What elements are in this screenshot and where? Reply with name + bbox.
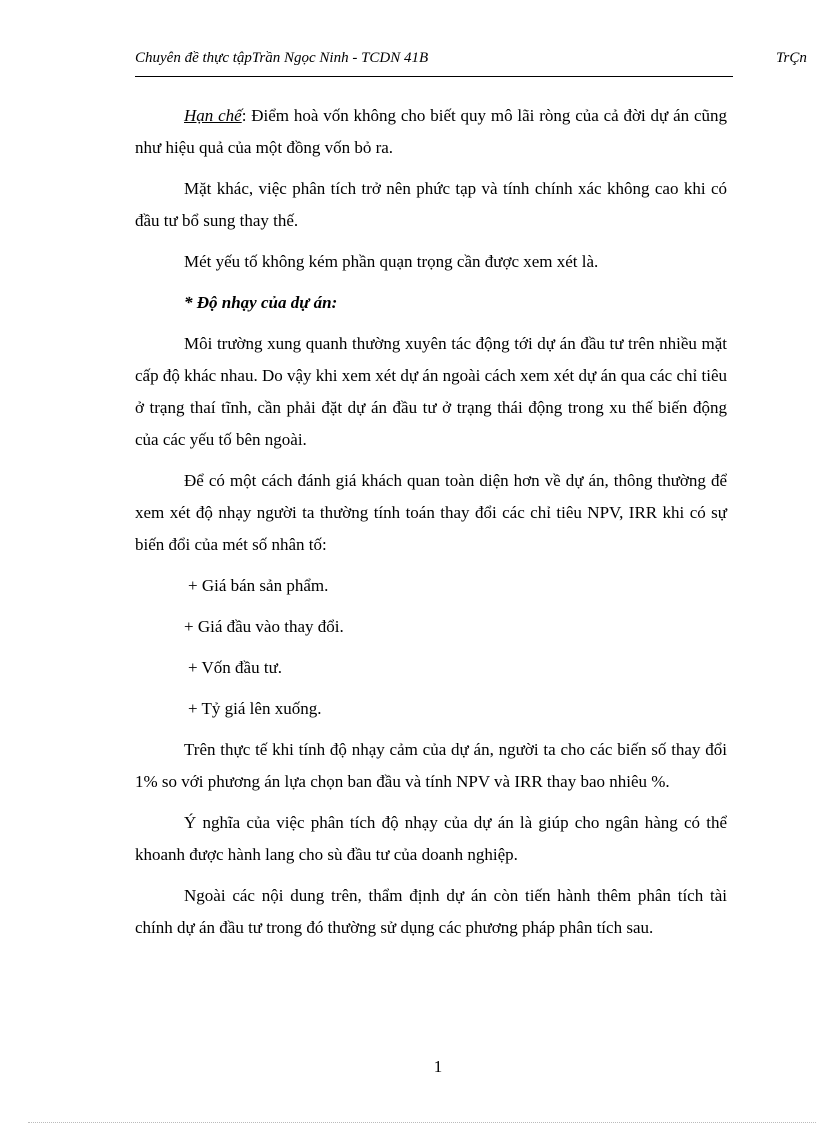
running-header: Chuyên đề thực tậpTrần Ngọc Ninh - TCDN 41B [135, 50, 429, 66]
limitation-text: : Điểm hoà vốn không cho biết quy mô lãi ròng của cả đời dự án cũng như hiệu quả của một đồng vốn bỏ ra. [135, 106, 727, 157]
paragraph-limitation [135, 100, 727, 164]
paragraph-complexity: Mặt khác, việc phân tích trở nên phức tạp và tính chính xác không cao khi có đầu tư bổ sung thay thế. [135, 179, 727, 230]
list-item: + Giá đầu vào thay đổi. [184, 617, 344, 636]
header-rule [135, 76, 733, 77]
list-item: + Vốn đầu tư. [188, 658, 283, 677]
paragraph-meaning: Ý nghĩa của việc phân tích độ nhạy của dự án là giúp cho ngân hàng có thể khoanh được hành lang cho sù đầu tư của doanh nghiệp. [135, 813, 727, 864]
document-body [135, 100, 727, 953]
paragraph-additional: Ngoài các nội dung trên, thẩm định dự án còn tiến hành thêm phân tích tài chính dự án đầu tư trong đó thường sử dụng các phương pháp phân tích sau. [135, 886, 727, 937]
paragraph-practice: Trên thực tế khi tính độ nhạy cảm của dự án, người ta cho các biến số thay đổi 1% so với phương án lựa chọn ban đầu và tính NPV và IRR thay bao nhiêu %. [135, 740, 727, 791]
paragraph-another-factor: Mét yếu tố không kém phần quạn trọng cần được xem xét là. [184, 252, 599, 271]
list-item: + Tỷ giá lên xuống. [188, 699, 322, 718]
list-item: + Giá bán sản phẩm. [188, 576, 329, 595]
paragraph-evaluation: Để có một cách đánh giá khách quan toàn diện hơn về dự án, thông thường để xem xét độ nhạy người ta thường tính toán thay đổi các chỉ tiêu NPV, IRR khi có sự biến đổi của mét số nhân tố: [135, 471, 727, 554]
running-header-right: TrÇn [776, 50, 807, 66]
page-number: 1 [433, 1057, 443, 1076]
limitation-label: Hạn chế [184, 106, 242, 125]
section-heading-sensitivity: * Độ nhạy của dự án: [184, 293, 338, 312]
paragraph-environment: Môi trường xung quanh thường xuyên tác động tới dự án đầu tư trên nhiều mặt cấp độ khác nhau. Do vậy khi xem xét dự án ngoài cách xem xét dự án qua các chỉ tiêu ở trạng thaí tĩnh, cần phải đặt dự án đầu tư ở trạng thái động trong xu thế biến động của các yếu tố bên ngoài. [135, 334, 727, 449]
